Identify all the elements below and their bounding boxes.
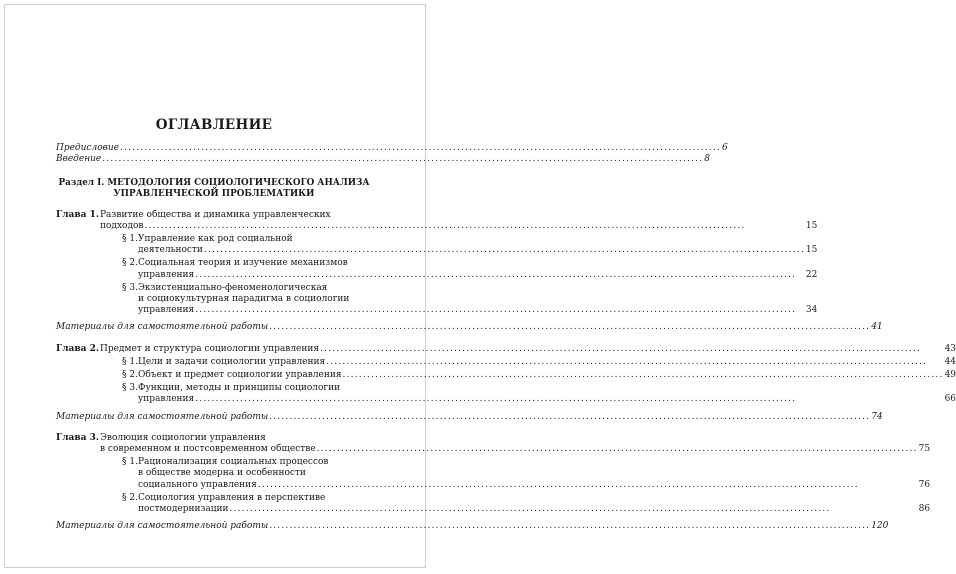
section-title-line: деятельности — [138, 245, 203, 256]
page-number: 15 — [805, 220, 818, 231]
leader-dots — [343, 370, 944, 381]
leader-dots — [102, 154, 703, 165]
toc-section-2-3[interactable] — [122, 383, 956, 405]
chapter-1 — [56, 209, 818, 317]
page-title: ОГЛАВЛЕНИЕ — [155, 117, 273, 133]
page-number: 15 — [805, 245, 818, 256]
page-number: 6 — [722, 143, 728, 154]
section-number: § 2. — [122, 370, 138, 381]
chapter-title-line: подходов — [100, 220, 144, 231]
toc-entry-preface[interactable] — [56, 143, 728, 154]
leader-dots — [269, 412, 870, 423]
section-title-line: Объект и предмет социологии управления — [138, 370, 342, 381]
section-title-line: Рационализация социальных процессов — [138, 457, 329, 468]
section-title-line: Экзистенциально-феноменологическая — [138, 282, 328, 293]
page-number: 8 — [704, 154, 711, 165]
section-title-line: управления — [138, 305, 195, 316]
page-number: 22 — [805, 269, 818, 280]
page-number: 66 — [944, 394, 956, 405]
leader-dots — [326, 357, 943, 368]
toc-entry-introduction[interactable] — [56, 154, 711, 165]
section-title-line: и социокультурная парадигма в социологии — [138, 294, 350, 305]
page-number: 120 — [871, 521, 889, 532]
section-heading — [56, 178, 372, 200]
section-title-line: в обществе модерна и особенности — [138, 468, 306, 479]
page-number: 86 — [918, 504, 931, 515]
section-title-line: постмодернизации — [138, 504, 229, 515]
chapter-title-line[interactable]: Развитие общества и динамика управленческих — [100, 209, 331, 220]
leader-dots — [195, 270, 805, 281]
entry-label: Предисловие — [56, 143, 119, 154]
leader-dots — [120, 143, 721, 154]
toc-materials-1[interactable] — [56, 322, 883, 333]
toc-section-3-2[interactable] — [122, 493, 930, 515]
section-number: § 2. — [122, 492, 138, 503]
section-title-line: Управление как род социальной — [138, 234, 293, 245]
toc-section-1-3[interactable] — [122, 283, 817, 317]
leader-dots — [269, 322, 870, 333]
page-number: 43 — [944, 343, 956, 354]
leader-dots — [258, 480, 918, 491]
table-of-contents — [56, 117, 956, 532]
section-number: § 3. — [122, 282, 138, 293]
section-title-line: Социальная теория и изучение механизмов — [138, 258, 348, 269]
page-number: 76 — [918, 479, 931, 490]
section-heading-line: УПРАВЛЕНЧЕСКОЙ ПРОБЛЕМАТИКИ — [113, 188, 315, 199]
section-number: § 3. — [122, 383, 138, 394]
chapter-title-line[interactable]: Эволюция социологии управления — [100, 432, 266, 443]
page-number: 34 — [805, 305, 818, 316]
entry-label: Материалы для самостоятельной работы — [56, 411, 269, 422]
section-title-line: управления — [138, 394, 195, 405]
chapter-title-last-line[interactable] — [100, 444, 930, 455]
section-number: § 2. — [122, 258, 138, 269]
leader-dots — [269, 521, 870, 532]
leader-dots — [195, 394, 943, 405]
section-title-line: управления — [138, 269, 195, 280]
section-title-line: социального управления — [138, 479, 257, 490]
leader-dots — [144, 221, 804, 232]
chapter-3 — [56, 432, 931, 515]
section-title-line: Социология управления в перспективе — [138, 492, 326, 503]
page-number: 44 — [944, 356, 956, 367]
chapter-label: Глава 3. — [56, 432, 100, 443]
entry-label: Материалы для самостоятельной работы — [56, 322, 269, 333]
chapter-title-last-line[interactable] — [100, 344, 956, 355]
leader-dots — [195, 305, 805, 316]
section-number: § 1. — [122, 356, 138, 367]
toc-section-2-1[interactable] — [122, 357, 956, 368]
section-number: § 1. — [122, 234, 138, 245]
section-title-line: Функции, методы и принципы социологии — [138, 383, 341, 394]
leader-dots — [317, 444, 918, 455]
page-number: 49 — [944, 370, 956, 381]
toc-materials-3[interactable] — [56, 521, 889, 532]
section-title-line: Цели и задачи социологии управления — [138, 356, 326, 367]
entry-label: Введение — [56, 154, 102, 165]
toc-section-2-2[interactable] — [122, 370, 956, 381]
chapter-2 — [56, 343, 956, 406]
page-number: 41 — [871, 322, 883, 333]
toc-section-1-1[interactable] — [122, 234, 817, 256]
entry-label: Материалы для самостоятельной работы — [56, 521, 269, 532]
chapter-title-line: в современном и постсовременном обществе — [100, 444, 316, 455]
chapter-label: Глава 1. — [56, 209, 100, 220]
chapter-title-last-line[interactable] — [100, 221, 817, 232]
toc-section-3-1[interactable] — [122, 457, 930, 491]
section-heading-line: Раздел I. МЕТОДОЛОГИЯ СОЦИОЛОГИЧЕСКОГО АНАЛИЗА — [58, 177, 370, 188]
page-number: 74 — [871, 411, 883, 422]
leader-dots — [230, 504, 918, 515]
leader-dots — [320, 344, 944, 355]
chapter-title-line: Предмет и структура социологии управления — [100, 343, 320, 354]
leader-dots — [204, 245, 805, 256]
chapter-label: Глава 2. — [56, 343, 100, 354]
section-number: § 1. — [122, 457, 138, 468]
page-number: 75 — [918, 444, 931, 455]
toc-materials-2[interactable] — [56, 411, 883, 423]
toc-section-1-2[interactable] — [122, 258, 817, 280]
